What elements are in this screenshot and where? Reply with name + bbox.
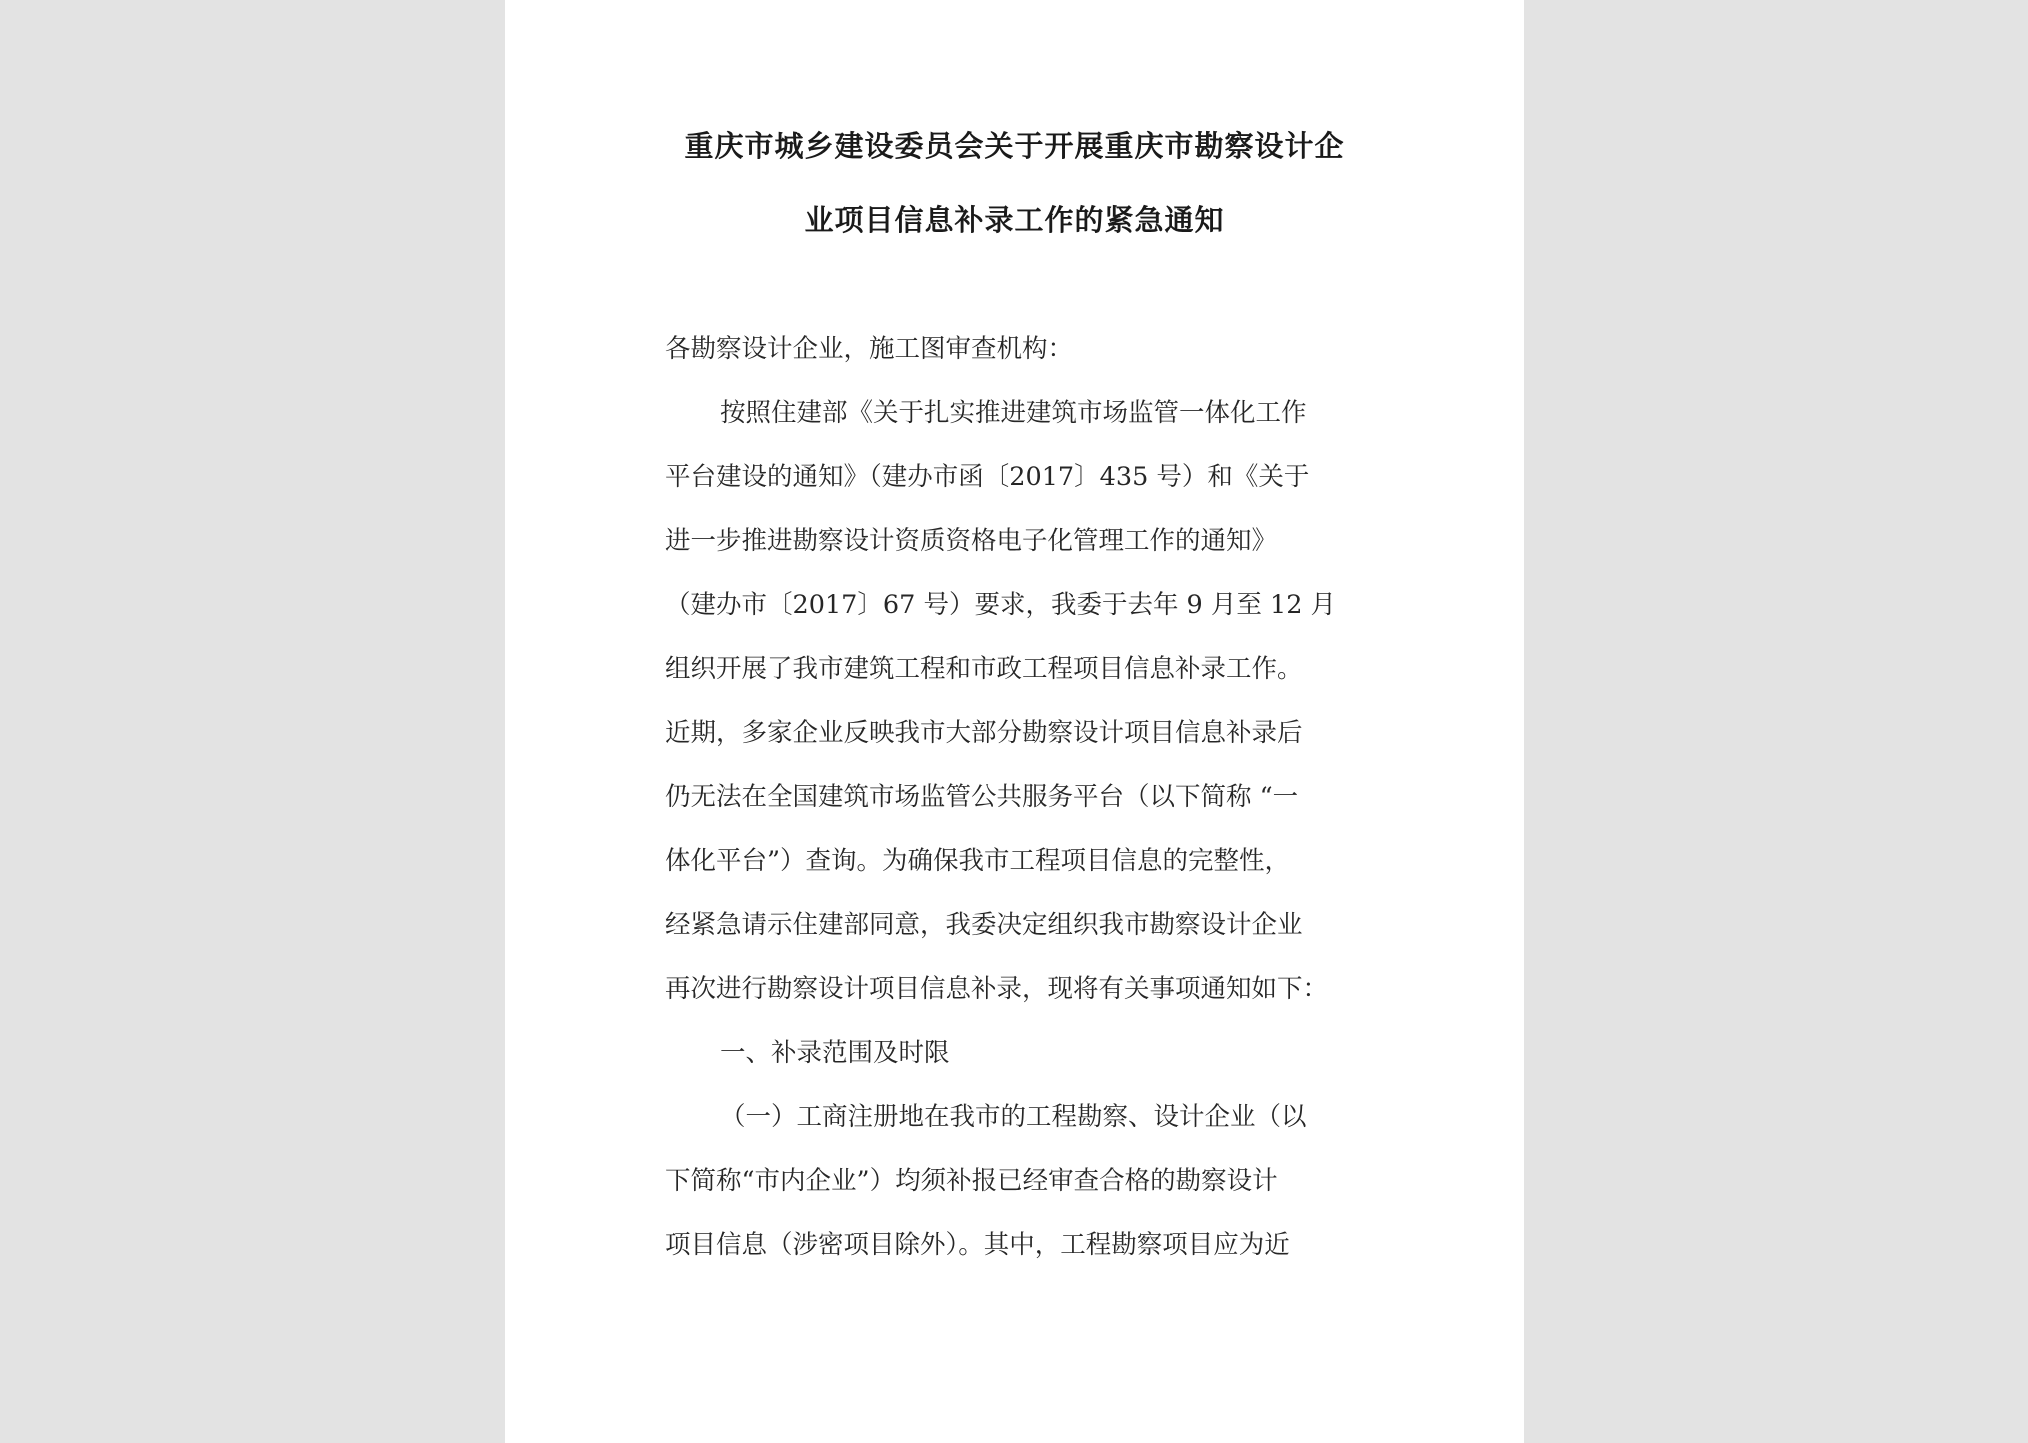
paragraph-line: 仍无法在全国建筑市场监管公共服务平台（以下简称 “一 <box>665 782 1299 812</box>
document-title-line-1: 重庆市城乡建设委员会关于开展重庆市勘察设计企 <box>684 129 1345 163</box>
paragraph-line: 项目信息（涉密项目除外）。其中，工程勘察项目应为近 <box>665 1230 1290 1260</box>
paragraph-line: （建办市〔2017〕67 号）要求，我委于去年 9 月至 12 月 <box>665 590 1337 620</box>
document-title-line-2: 业项目信息补录工作的紧急通知 <box>804 203 1225 237</box>
paragraph-line: 下简称“市内企业”）均须补报已经审查合格的勘察设计 <box>665 1166 1278 1196</box>
paragraph-line: 进一步推进勘察设计资质资格电子化管理工作的通知》 <box>665 526 1278 556</box>
paragraph-line: 近期，多家企业反映我市大部分勘察设计项目信息补录后 <box>665 718 1303 748</box>
paragraph-line: 组织开展了我市建筑工程和市政工程项目信息补录工作。 <box>665 654 1303 684</box>
paragraph-line: 平台建设的通知》（建办市函〔2017〕435 号）和《关于 <box>665 462 1310 492</box>
paragraph-line: （一）工商注册地在我市的工程勘察、设计企业（以 <box>720 1102 1307 1132</box>
paragraph-line: 再次进行勘察设计项目信息补录，现将有关事项通知如下： <box>665 974 1329 1004</box>
section-heading: 一、补录范围及时限 <box>720 1038 950 1068</box>
document-page <box>505 0 1524 1443</box>
salutation: 各勘察设计企业，施工图审查机构： <box>665 334 1074 364</box>
paragraph-line: 经紧急请示住建部同意，我委决定组织我市勘察设计企业 <box>665 910 1303 940</box>
paragraph-line: 按照住建部《关于扎实推进建筑市场监管一体化工作 <box>720 398 1307 428</box>
paragraph-line: 体化平台”）查询。为确保我市工程项目信息的完整性， <box>665 846 1291 876</box>
